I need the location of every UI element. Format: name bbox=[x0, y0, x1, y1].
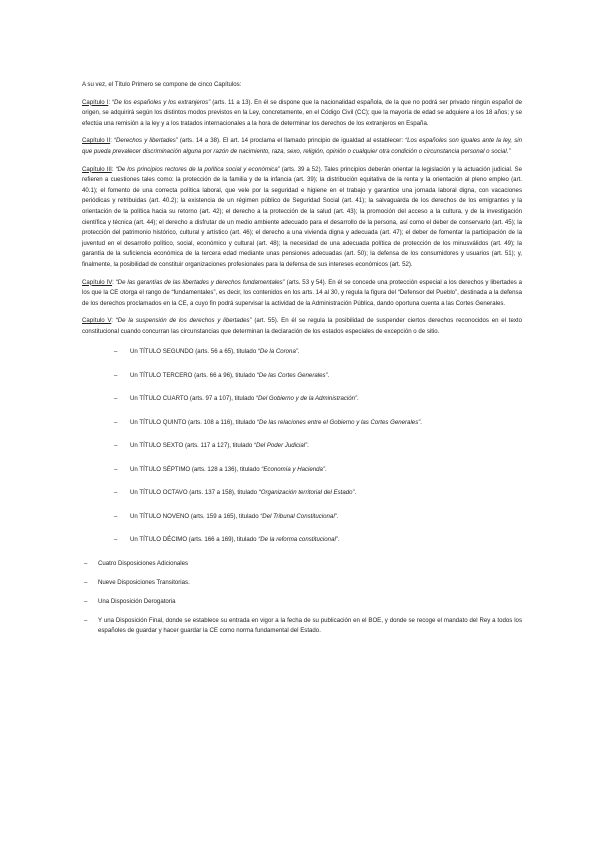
dash-bullet: – bbox=[114, 395, 118, 403]
chapter-5-title: “De la suspensión de los derechos y libertades” bbox=[115, 317, 252, 325]
chapter-5-body: (art. 55). En él se regula la posibilidad de suspender ciertos derechos reconocidos en el texto constitucional cuando concurran las circunstancias que determinan la declaración de los estados especiales de excepción o de sitio. bbox=[82, 317, 522, 335]
list-item-title: “De las relaciones entre el Gobierno y las Cortes Generales” bbox=[257, 418, 421, 426]
list-item-end: . bbox=[337, 536, 340, 544]
list-item-text: Un TÍTULO QUINTO (arts. 108 a 116), titulado bbox=[130, 418, 258, 426]
list-item bbox=[84, 597, 522, 608]
list-item-text: Un TÍTULO OCTAVO (arts. 137 a 158), titulado bbox=[130, 489, 259, 497]
list-item-text: Un TÍTULO DÉCIMO (arts. 166 a 169), titulado bbox=[130, 536, 259, 544]
list-item-end: . bbox=[324, 465, 327, 473]
list-item-text: Y una Disposición Final, donde se establece su entrada en vigor a la fecha de su publicación en el BOE, y donde se recoge el mandato del Rey a todos los españoles de guardar y hacer guardar la CE como norma fundamental del Estado. bbox=[98, 616, 522, 635]
list-item-title: “De la Corona” bbox=[257, 348, 298, 356]
list-item bbox=[114, 465, 522, 476]
list-item-end: . bbox=[420, 418, 422, 426]
list-item bbox=[114, 535, 522, 546]
list-item-title: “Del Poder Judicial” bbox=[253, 442, 308, 450]
chapter-2-paragraph: Capítulo II: “Derechos y libertades” (arts. 14 a 38). El art. 14 proclama el llamado principio de igualdad al establecer: “Los españoles son iguales ante la ley, sin que pueda prevalecer discriminación alguna por razón de nacimiento, raza, sexo, religión, opinión o cualquier otra condición o circunstancia personal o social.” bbox=[82, 137, 523, 155]
chapter-2-label: Capítulo II bbox=[82, 137, 111, 145]
list-item bbox=[114, 512, 522, 523]
dash-bullet: – bbox=[114, 371, 118, 379]
dash-bullet: – bbox=[114, 418, 118, 426]
list-item-text: Un TÍTULO SEXTO (arts. 117 a 127), titulado bbox=[130, 442, 254, 450]
list-item-end: . bbox=[297, 348, 300, 356]
list-item-end: . bbox=[357, 395, 359, 403]
chapter-4-body: (arts. 53 y 54). En él se concede una protección especial a los derechos y libertades a los que la CE otorga el rango de “fundamentales”, es decir, los contenidos en los arts. 14 al 30, y regula la figura del “Defensor del Pueblo”, destinada a la defensa de los derechos proclamados en la CE, a cuyo fin podrá supervisar la actividad de la Administración Pública, dando oportuna cuenta a las Cortes Generales. bbox=[82, 278, 523, 307]
list-item bbox=[84, 559, 522, 570]
list-item-title: “Del Tribunal Constitucional” bbox=[260, 512, 337, 520]
list-item-text: Una Disposición Derogatoria bbox=[98, 597, 176, 605]
chapter-2-title: “Derechos y libertades” bbox=[113, 137, 178, 145]
chapter-4-paragraph: Capítulo IV: “De las garantías de las libertades y derechos fundamentales” (arts. 53 y 54). En él se concede una protección especial a los derechos y libertades a los que la CE otorga el rango de “fundamentales”, es decir, los contenidos en los arts. 14 al 30, y regula la figura del “Defensor del Pueblo”, destinada a la defensa de los derechos proclamados en la CE, a cuyo fin podrá supervisar la actividad de la Administración Pública, dando oportuna cuenta a las Cortes Generales. bbox=[82, 278, 523, 307]
list-item bbox=[84, 578, 522, 589]
dash-bullet: – bbox=[114, 442, 118, 450]
dash-bullet: – bbox=[114, 489, 118, 497]
document-page bbox=[82, 80, 522, 645]
chapter-3-body: (arts. 39 a 52). Tales principios deberán orientar la legislación y la actuación judicial. Se refieren a cuestiones tales como: la protección de la familia y de la infancia (art. 39); la distribución equitativa de la renta y la orientación al pleno empleo (art. 40.1); el fomento de una correcta política laboral, que vele por la seguridad e higiene en el trabajo y garantice una jornada laboral digna, con vacaciones periódicas y retribuidas (art. 40.2); la existencia de un régimen público de Seguridad Social (art. 41); la salvaguarda de los derechos de los emigrantes y la orientación de la política hacia su retorno (art. 42); el derecho a la protección de la salud (art. 43); la promoción del acceso a la cultura, y de la investigación científica y técnica (art. 44); el derecho a disfrutar de un medio ambiente adecuado para el desarrollo de la persona, así como el deber de conservarlo (art. 45); la protección del patrimonio histórico, cultural y artístico (art. 46); el derecho a una vivienda digna y adecuada (art. 47); el deber de fomentar la participación de la juventud en el desarrollo político, social, económico y cultural (art. 48); la necesidad de una adecuada política de protección de los minusválidos (art. 49); la garantía de la suficiencia económica de la tercera edad mediante unas pensiones adecuadas (art. 50); la defensa de los consumidores y usuarios (art. 51); y, finalmente, la posibilidad de constituir organizaciones profesionales para la defensa de sus intereses económicos (art. 52). bbox=[82, 165, 522, 268]
list-item bbox=[114, 371, 522, 382]
list-item-title: “Economía y Hacienda” bbox=[261, 465, 325, 473]
chapter-2-body: (arts. 14 a 38). El art. 14 proclama el llamado principio de igualdad al establecer: bbox=[177, 137, 406, 145]
chapter-1-paragraph: Capítulo I: “De los españoles y los extranjeros” (arts. 11 a 13). En él se dispone que la nacionalidad española, de la que no podrá ser privado ningún español de origen, se adquirirá según los distintos modos previstos en la Ley, concretamente, en el Código Civil (CC); que la mayoría de edad se adquiere a los 18 años; y se efectúa una remisión a la ley y a los tratados internacionales a la hora de determinar los derechos de los extranjeros en España. bbox=[82, 98, 522, 127]
chapter-3-paragraph: Capítulo III: “De los principios rectores de la política social y económica” (arts. 39 a 52). Tales principios deberán orientar la legislación y la actuación judicial. Se refieren a cuestiones tales como: la protección de la familia y de la infancia (art. 39); la distribución equitativa de la renta y la orientación al pleno empleo (art. 40.1); el fomento de una correcta política laboral, que vele por la seguridad e higiene en el trabajo y garantice una jornada laboral digna, con vacaciones periódicas y retribuidas (art. 40.2); la existencia de un régimen público de Seguridad Social (art. 41); la salvaguarda de los derechos de los emigrantes y la orientación de la política hacia su retorno (art. 42); el derecho a la protección de la salud (art. 43); la promoción del acceso a la cultura, y de la investigación científica y técnica (art. 44); el derecho a disfrutar de un medio ambiente adecuado para el desarrollo de la persona, así como el deber de conservarlo (art. 45); la protección del patrimonio histórico, cultural y artístico (art. 46); el derecho a una vivienda digna y adecuada (art. 47); el deber de fomentar la participación de la juventud en el desarrollo político, social, económico y cultural (art. 48); la necesidad de una adecuada política de protección de los minusválidos (art. 49); la garantía de la suficiencia económica de la tercera edad mediante unas pensiones adecuadas (art. 50); la defensa de los consumidores y usuarios (art. 51); y, finalmente, la posibilidad de constituir organizaciones profesionales para la defensa de sus intereses económicos (art. 52). bbox=[82, 165, 522, 268]
list-item-text: Un TÍTULO SEGUNDO (arts. 56 a 65), titulado bbox=[130, 348, 258, 356]
list-item-text: Un TÍTULO SÉPTIMO (arts. 128 a 136), titulado bbox=[130, 465, 262, 473]
titles-list bbox=[82, 347, 522, 545]
list-item-text: Un TÍTULO NOVENO (arts. 159 a 165), titulado bbox=[130, 512, 261, 520]
dash-bullet: – bbox=[84, 578, 88, 586]
chapter-4-title: “De las garantías de las libertades y derechos fundamentales” bbox=[115, 278, 285, 286]
chapter-1-body: (arts. 11 a 13). En él se dispone que la nacionalidad española, de la que no podrá ser privado ningún español de origen, se adquirirá según los distintos modos previstos en la Ley, concretamente, en el Código Civil (CC); que la mayoría de edad se adquiere a los 18 años; y se efectúa una remisión a la ley y a los tratados internacionales a la hora de determinar los derechos de los extranjeros en España. bbox=[82, 98, 522, 127]
list-item bbox=[114, 418, 522, 429]
list-item-text: Nueve Disposiciones Transitorias. bbox=[98, 578, 190, 586]
list-item-title: “De las Cortes Generales” bbox=[256, 371, 328, 379]
dash-bullet: – bbox=[84, 559, 88, 567]
dash-bullet: – bbox=[114, 512, 118, 520]
list-item-text: Un TÍTULO TERCERO (arts. 66 a 96), titulado bbox=[130, 371, 257, 379]
dash-bullet: – bbox=[114, 465, 118, 473]
chapter-5-paragraph: Capítulo V: “De la suspensión de los derechos y libertades” (art. 55). En él se regula la posibilidad de suspender ciertos derechos reconocidos en el texto constitucional cuando concurran las circunstancias que determinan la declaración de los estados especiales de excepción o de sitio. bbox=[82, 317, 522, 335]
chapter-2-quote: “Los españoles son iguales ante la ley, sin que pueda prevalecer discriminación alguna por razón de nacimiento, raza, sexo, religión, opinión o cualquier otra condición o circunstancia personal o social.” bbox=[82, 137, 523, 155]
list-item bbox=[84, 616, 522, 637]
dash-bullet: – bbox=[84, 616, 88, 624]
list-item bbox=[114, 441, 522, 452]
list-item-end: . bbox=[327, 371, 330, 379]
list-item-title: “Del Gobierno y de la Administración” bbox=[256, 395, 358, 403]
chapter-4-label: Capítulo IV bbox=[82, 278, 113, 286]
list-item-end: . bbox=[354, 489, 357, 497]
dash-bullet: – bbox=[84, 597, 88, 605]
intro-paragraph: A su vez, el Título Primero se compone de cinco Capítulos: bbox=[82, 81, 242, 88]
chapter-5-label: Capítulo V bbox=[82, 317, 112, 325]
chapter-1-title: “De los españoles y los extranjeros” bbox=[112, 98, 211, 106]
dash-bullet: – bbox=[114, 536, 118, 544]
list-item bbox=[114, 347, 522, 358]
list-item-title: “Organización territorial del Estado” bbox=[258, 489, 355, 497]
chapter-3-label: Capítulo III bbox=[82, 165, 112, 173]
dispositions-list bbox=[82, 559, 522, 637]
list-item-text: Un TÍTULO CUARTO (arts. 97 a 107), titulado bbox=[130, 395, 256, 403]
list-item-end: . bbox=[336, 512, 339, 520]
dash-bullet: – bbox=[114, 348, 118, 356]
list-item-text: Cuatro Disposiciones Adicionales bbox=[98, 559, 189, 567]
chapter-1-label: Capítulo I bbox=[82, 98, 109, 106]
list-item-end: . bbox=[307, 442, 309, 450]
list-item bbox=[114, 394, 522, 405]
list-item-title: “De la reforma constitucional” bbox=[258, 536, 338, 544]
list-item bbox=[114, 488, 522, 499]
chapter-3-title: “De los principios rectores de la política social y económica” bbox=[115, 165, 280, 173]
